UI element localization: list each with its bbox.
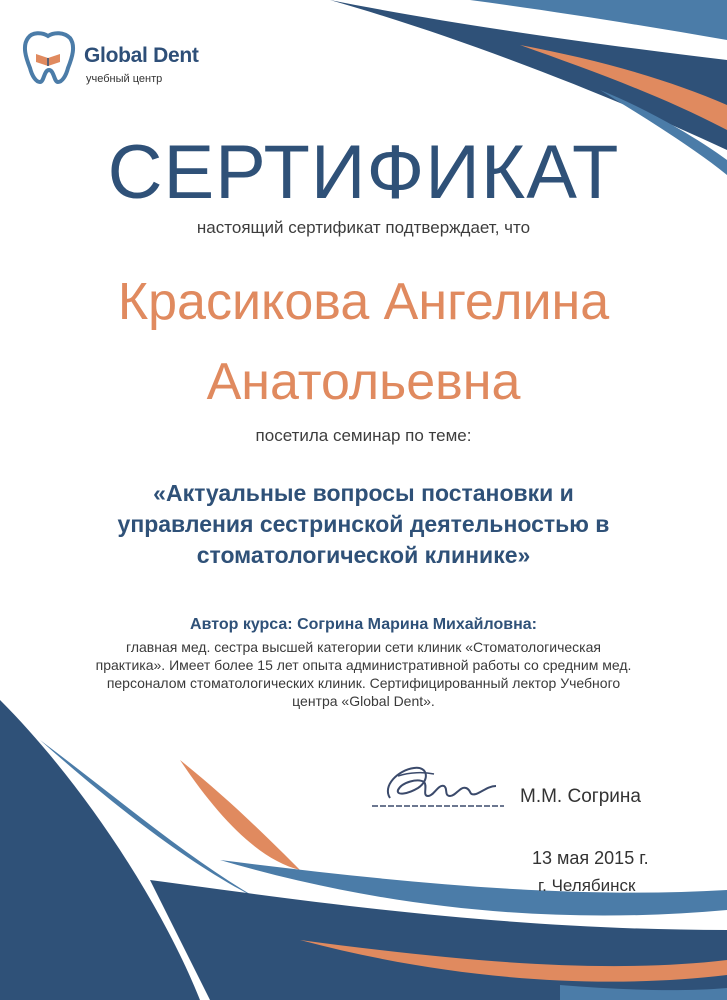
tooth-book-icon xyxy=(22,30,80,86)
author-desc-line: главная мед. сестра высшей категории сети клиник «Стоматологическая xyxy=(126,639,601,655)
recipient-name-line2: Анатольевна xyxy=(206,353,521,411)
author-desc-line: персоналом стоматологических клиник. Сертифицированный лектор Учебного xyxy=(106,675,621,691)
wave-bottom-navy-left xyxy=(0,700,200,1000)
global-dent-logo xyxy=(22,30,232,90)
visited-text: посетила семинар по теме: xyxy=(255,426,472,445)
signature-name: М.М. Согрина xyxy=(520,786,641,807)
seminar-topic xyxy=(0,478,727,571)
topic-line: управления сестринской деятельностью в xyxy=(117,511,610,537)
logo-name: Global Dent xyxy=(84,44,199,67)
author-desc-line: центра «Global Dent». xyxy=(292,693,435,709)
handwritten-signature xyxy=(368,756,508,812)
certificate-city: г. Челябинск xyxy=(538,876,636,895)
certificate-subtitle: настоящий сертификат подтверждает, что xyxy=(196,218,531,237)
topic-line: «Актуальные вопросы постановки и xyxy=(153,480,574,506)
certificate-date: 13 мая 2015 г. xyxy=(532,848,649,868)
course-author-description xyxy=(0,638,727,710)
recipient-name-line1: Красикова Ангелина xyxy=(117,273,610,331)
certificate-title: СЕРТИФИКАТ xyxy=(107,130,620,215)
topic-line: стоматологической клинике» xyxy=(196,542,531,568)
author-desc-line: практика». Имеет более 15 лет опыта административной работы со средним мед. xyxy=(95,657,632,673)
course-author-title: Автор курса: Согрина Марина Михайловна: xyxy=(190,616,537,633)
logo-subtitle: учебный центр xyxy=(86,73,163,85)
wave-bottom-orange-left xyxy=(180,760,300,870)
